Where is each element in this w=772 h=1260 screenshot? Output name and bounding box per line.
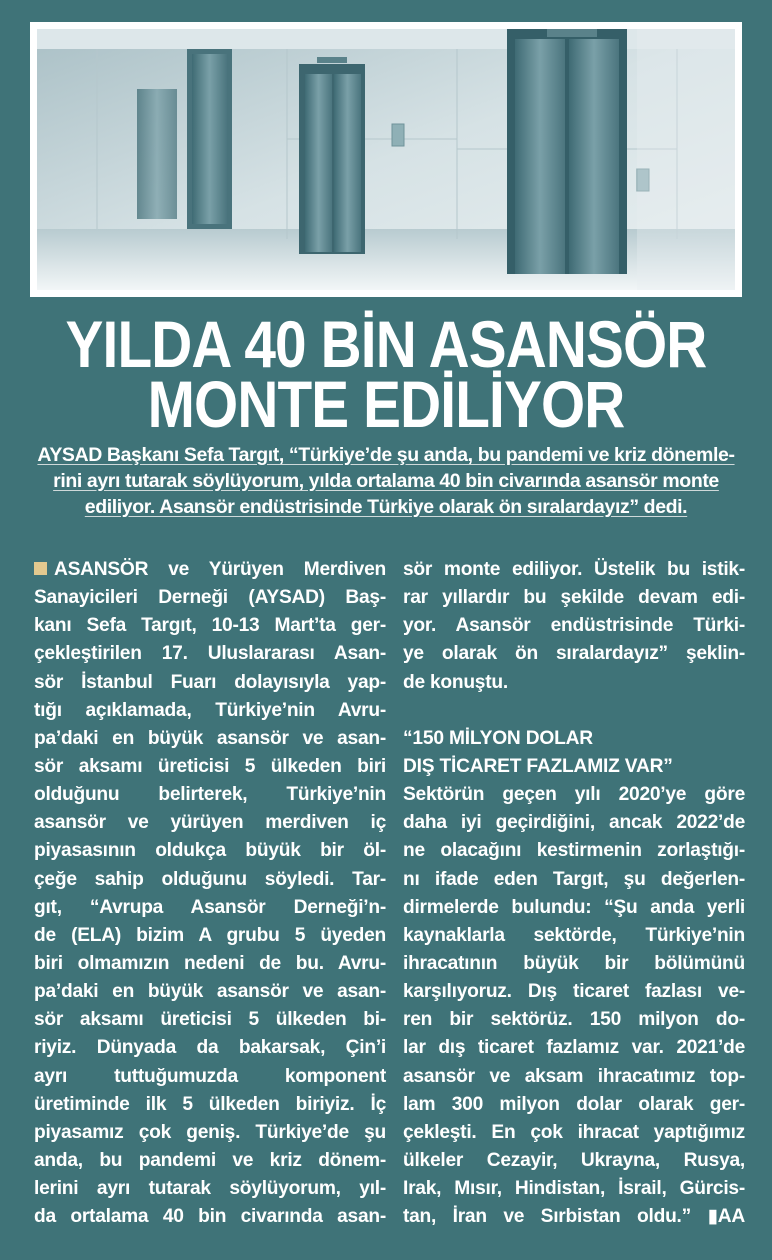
elevator-photo xyxy=(30,22,742,297)
body-line: daha iyi geçirdiğini, ancak 2022’de xyxy=(403,812,745,834)
subhead-line-2: DIŞ TİCARET FAZLAMIZ VAR” xyxy=(403,755,673,777)
body-line: çeğe sahip olduğunu söyledi. Tar- xyxy=(34,868,386,890)
body-line: tığı açıklamada, Türkiye’nin Avru- xyxy=(34,699,386,721)
body-line: da ortalama 40 bin civarında asan- xyxy=(34,1206,386,1228)
body-line: ayrı tuttuğumuzda komponent xyxy=(34,1065,386,1087)
body-line: ülkeler Cezayir, Ukrayna, Rusya, xyxy=(403,1149,745,1171)
body-line: tan, İran ve Sırbistan oldu.” ▮AA xyxy=(403,1206,745,1228)
body-line: riyiz. Dünyada da bakarsak, Çin’i xyxy=(34,1037,386,1059)
body-line: pa’daki en büyük asansör ve asan- xyxy=(34,727,386,749)
body-line: lerini ayrı tutarak söylüyorum, yıl- xyxy=(34,1178,386,1200)
dek-line-3: ediliyor. Asansör endüstrisinde Türkiye olarak ön sıralardayız” dedi. xyxy=(84,496,688,518)
body-column-right xyxy=(403,556,745,1231)
dek-line-2: rini ayrı tutarak söylüyorum, yılda ortalama 40 bin civarında asansör monte xyxy=(53,470,719,492)
body-line: ihracatının büyük bir bölümünü xyxy=(403,952,745,974)
body-column-left xyxy=(34,556,386,1231)
body-line: Irak, Mısır, Hindistan, İsrail, Gürcis- xyxy=(403,1178,745,1200)
body-line: pa’daki en büyük asansör ve asan- xyxy=(34,981,386,1003)
body-line: anda, bu pandemi ve kriz dönem- xyxy=(34,1149,386,1171)
body-line: kaynaklarla sektörde, Türkiye’nin xyxy=(403,924,745,946)
body-line: yor. Asansör endüstrisinde Türki- xyxy=(403,615,745,637)
paragraph-gap xyxy=(403,697,745,725)
body-line: Sanayicileri Derneği (AYSAD) Baş- xyxy=(34,587,386,609)
body-line: üretiminde ilk 5 ülkeden biriyiz. İç xyxy=(34,1093,386,1115)
body-line: piyasasının oldukça büyük bir öl- xyxy=(34,840,386,862)
dek-line-1: AYSAD Başkanı Sefa Targıt, “Türkiye’de şu anda, bu pandemi ve kriz dönemle- xyxy=(37,444,735,466)
body-line: lar dış ticaret fazlamız var. 2021’de xyxy=(403,1037,745,1059)
headline-line-1: YILDA 40 BİN ASANSÖR xyxy=(65,307,707,381)
body-line: sör aksamı üreticisi 5 ülkeden biri xyxy=(34,755,386,777)
body-line: rar yıllardır bu şekilde devam edi- xyxy=(403,587,745,609)
body-line: kanı Sefa Targıt, 10-13 Mart’ta ger- xyxy=(34,615,386,637)
body-line: Sektörün geçen yılı 2020’ye göre xyxy=(403,784,745,806)
body-line: sör aksamı üreticisi 5 ülkeden bi- xyxy=(34,1009,386,1031)
body-line: dirmelerde bulundu: “Şu anda yerli xyxy=(403,896,745,918)
headline-line-2: MONTE EDİLİYOR xyxy=(147,367,625,441)
body-line: asansör ve aksam ihracatımız top- xyxy=(403,1065,745,1087)
body-line: piyasamız çok geniş. Türkiye’de şu xyxy=(34,1121,386,1143)
body-line: nı ifade eden Targıt, şu değerlen- xyxy=(403,868,745,890)
body-line-text: ASANSÖR ve Yürüyen Merdiven xyxy=(54,559,386,580)
body-line: olduğunu belirterek, Türkiye’nin xyxy=(34,784,386,806)
body-line: de konuştu. xyxy=(403,671,508,693)
body-line: de (ELA) bizim A grubu 5 üyeden xyxy=(34,924,386,946)
body-line: ren bir sektörüz. 150 milyon do- xyxy=(403,1009,745,1031)
body-line: ye olarak ön sıralardayız” şeklin- xyxy=(403,643,745,665)
subhead-line-1: “150 MİLYON DOLAR xyxy=(403,727,593,749)
body-line: sör monte ediliyor. Üstelik bu istik- xyxy=(403,559,745,580)
accent-square xyxy=(34,562,47,575)
body-line: lam 300 milyon dolar olarak ger- xyxy=(403,1093,745,1115)
body-line: çekleşti. En çok ihracat yaptığımız xyxy=(403,1121,745,1143)
body-line: gıt, “Avrupa Asansör Derneği’n- xyxy=(34,896,386,918)
body-line: çekleştirilen 17. Uluslararası Asan- xyxy=(34,643,386,665)
elevator-lobby-image xyxy=(37,29,735,290)
body-line: karşılıyoruz. Dış ticaret fazlası ve- xyxy=(403,981,745,1003)
body-line: sör İstanbul Fuarı dolayısıyla yap- xyxy=(34,671,386,693)
body-line: biri olmamızın nedeni de bu. Avru- xyxy=(34,952,386,974)
body-line xyxy=(34,556,386,584)
body-line: ne olacağını kestirmenin zorlaştığı- xyxy=(403,840,745,862)
body-line: asansör ve yürüyen merdiven iç xyxy=(34,812,386,834)
